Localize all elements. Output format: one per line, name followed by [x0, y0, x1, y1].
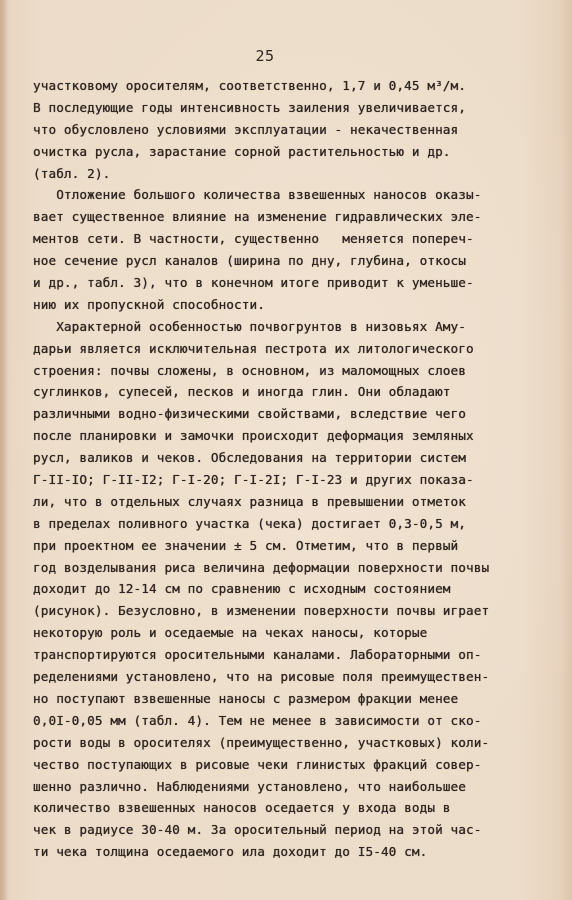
- page-number: 25: [255, 47, 275, 65]
- text-line: ли, что в отдельных случаях разница в превышении отметок: [33, 493, 466, 509]
- text-line: после планировки и замочки происходит деформация земляных: [33, 428, 474, 444]
- text-line: ти чека толщина оседаемого ила доходит до I5-40 см.: [33, 844, 428, 860]
- text-line: В последующие годы интенсивность заиления увеличивается,: [33, 99, 466, 115]
- page-binding-shadow: [0, 0, 8, 900]
- text-line: строения: почвы сложены, в основном, из маломощных слоев: [33, 362, 466, 378]
- text-line: нию их пропускной способности.: [33, 296, 265, 312]
- text-line: некоторую роль и оседаемые на чеках наносы, которые: [33, 625, 428, 641]
- text-line: чество поступающих в рисовые чеки глинистых фракций совер-: [33, 756, 482, 772]
- text-line: различными водно-физическими свойствами, вследствие чего: [33, 406, 466, 422]
- text-line: Отложение большого количества взвешенных наносов оказы-: [33, 187, 482, 203]
- text-line: 0,0I-0,05 мм (табл. 4). Тем не менее в зависимости от ско-: [33, 712, 482, 728]
- text-line: (табл. 2).: [33, 165, 111, 181]
- text-line: (рисунок). Безусловно, в изменении поверхности почвы играет: [33, 603, 490, 619]
- text-line: шенно различно. Наблюдениями установлено, что наибольшее: [33, 778, 466, 794]
- text-line: русл, валиков и чеков. Обследования на территории систем: [33, 450, 466, 466]
- text-line: ментов сети. В частности, существенно меняется попереч-: [33, 231, 474, 247]
- text-line: количество взвешенных наносов оседается у входа воды в: [33, 800, 451, 816]
- text-line: ное сечение русл каналов (ширина по дну, глубина, откосы: [33, 253, 466, 269]
- text-line: при проектном ее значении ± 5 см. Отметим, что в первый: [33, 537, 459, 553]
- text-line: очистка русла, зарастание сорной растительностью и др.: [33, 143, 451, 159]
- text-line: чек в радиусе 30-40 м. За оросительный период на этой час-: [33, 822, 482, 838]
- text-line: участковому оросителям, соответственно, 1,7 и 0,45 м³/м.: [33, 78, 466, 93]
- text-line: транспортируются оросительными каналами. Лабораторными оп-: [33, 647, 482, 663]
- text-line: в пределах поливного участка (чека) достигает 0,3-0,5 м,: [33, 515, 466, 531]
- text-line: доходит до 12-14 см по сравнению с исходным состоянием: [33, 581, 451, 597]
- text-line: суглинков, супесей, песков и иногда глин. Они обладают: [33, 384, 451, 400]
- text-line: рости воды в оросителях (преимущественно, участковых) коли-: [33, 734, 490, 750]
- text-line: что обусловлено условиями эксплуатации - некачественная: [33, 121, 459, 137]
- text-line: Г-II-IO; Г-II-I2; Г-I-20; Г-I-2I; Г-I-23 и других показа-: [33, 472, 474, 488]
- text-line: год возделывания риса величина деформации поверхности почвы: [33, 559, 490, 575]
- text-line: дарьи является исключительная пестрота их литологического: [33, 340, 474, 356]
- text-line: Характерной особенностью почвогрунтов в низовьях Аму-: [33, 318, 466, 334]
- text-line: вает существенное влияние на изменение гидравлических эле-: [33, 209, 482, 225]
- body-text: [33, 75, 533, 863]
- text-line: ределениями установлено, что на рисовые поля преимуществен-: [33, 669, 490, 685]
- text-line: и др., табл. 3), что в конечном итоге приводит к уменьше-: [33, 275, 474, 291]
- text-line: но поступают взвешенные наносы с размером фракции менее: [33, 690, 459, 706]
